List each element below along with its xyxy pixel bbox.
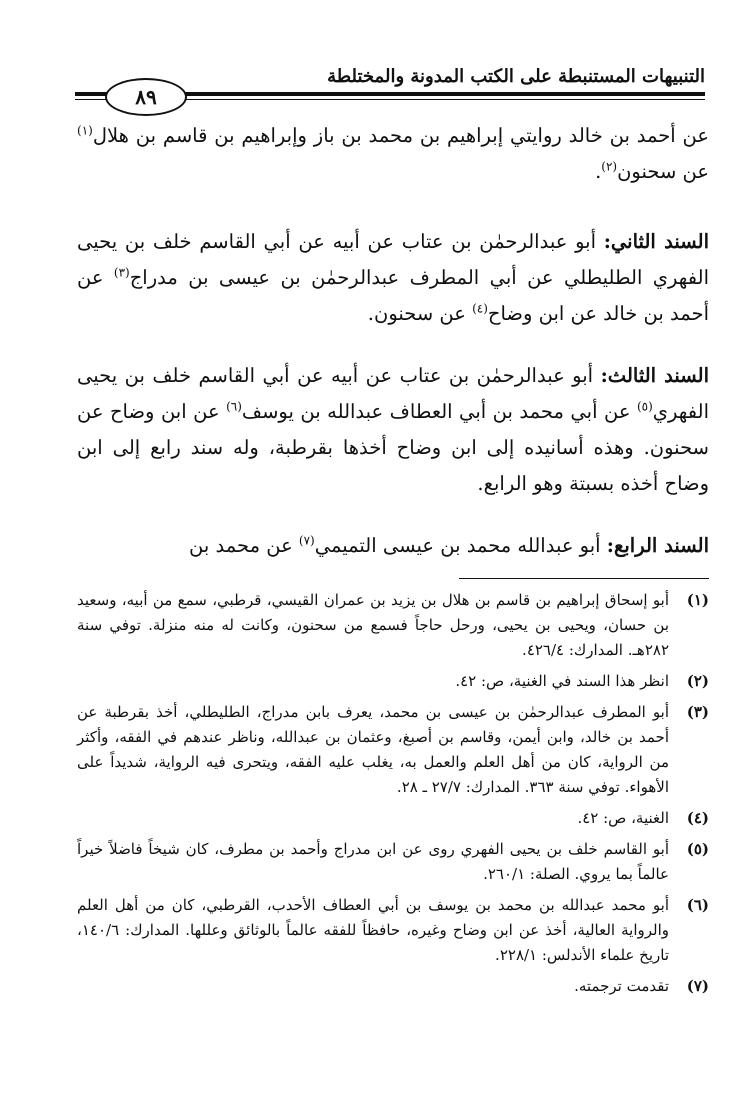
footnote-text: تقدمت ترجمته.: [574, 977, 669, 995]
p1-end: .: [595, 160, 602, 183]
footnote: [77, 588, 709, 663]
footnote-number: (٧): [686, 977, 709, 995]
isnad-3-label: السند الثالث:: [600, 364, 710, 387]
p4-text: أبو عبدالله محمد بن عيسى التميمي: [314, 534, 607, 557]
p3-mid: عن أبي محمد بن أبي العطاف عبدالله بن يوسف: [241, 400, 637, 423]
note-ref-4: (٤): [472, 301, 488, 316]
p1-mid: عن سحنون: [617, 160, 709, 183]
footnote-text: انظر هذا السند في الغنية، ص: ٤٢.: [455, 672, 669, 690]
footnote-text: أبو القاسم خلف بن يحيى الفهري روى عن ابن مدراج وأحمد بن مطرف، كان شيخاً فاضلاً خيراً عالماً بما يروي. الصلة: ٢٦٠/١.: [77, 840, 669, 883]
running-title: التنبيهات المستنبطة على الكتب المدونة والمختلطة: [327, 66, 705, 87]
footnote-text: أبو إسحاق إبراهيم بن قاسم بن هلال بن يزيد بن عمران القيسي، قرطبي، سمع من أبيه، وسعيد بن حسان، ويحيى بن يحيى، ورحل حاجاً فسمع من سحنون، وكانت له منه منزلة. توفي سنة ٢٨٢هـ. المدارك: ٤٢٦/٤.: [77, 591, 669, 659]
page-number: ٨٩: [105, 78, 187, 116]
footnote-text: أبو المطرف عبدالرحمٰن بن عيسى بن محمد، يعرف بابن مدراج، الطليطلي، أخذ بقرطبة عن أحمد بن خالد، وابن أيمن، وقاسم بن أصبغ، وعثمان بن عبدالله، وناظر عندهم في الفقه، وأكثر من الرواية، كان من أهل العلم والعمل به، يغلب عليه الفقه، ويتحرى فيه الرواية، شديداً على الأهواء. توفي سنة ٣٦٣. المدارك: ٢٧/٧ ـ ٢٨.: [77, 703, 669, 796]
p2-mid: عن أحمد بن خالد عن ابن وضاح: [77, 266, 709, 325]
footnote-number: (٥): [686, 840, 709, 858]
footnote: [77, 669, 709, 694]
footnote-separator: [459, 578, 709, 579]
p2-end: عن سحنون.: [367, 302, 473, 325]
paragraph-2: [77, 224, 709, 332]
p3-text: أبو عبدالرحمٰن بن عتاب عن أبيه عن أبي القاسم خلف بن يحيى الفهري: [77, 364, 710, 423]
note-ref-6: (٦): [226, 399, 242, 414]
p1-text: عن أحمد بن خالد روايتي إبراهيم بن محمد بن باز وإبراهيم بن قاسم بن هلال: [92, 124, 709, 147]
note-ref-2: (٢): [601, 159, 618, 174]
paragraph-1: [77, 118, 709, 190]
main-text: [77, 118, 709, 590]
p3-end: عن ابن وضاح عن سحنون. وهذه أسانيده إلى ابن وضاح أخذها بقرطبة، وله سند رابع إلى ابن وضاح أخذه بسبتة وهو الرابع.: [77, 400, 709, 495]
paragraph-4: [77, 528, 709, 564]
footnote-text: أبو محمد عبدالله بن محمد بن يوسف بن أبي العطاف الأحدب، القرطبي، كان من أهل العلم والرواية العالية، أخذ عن ابن وضاح وغيره، حافظاً للفقه عالماً بالوثائق وعللها. المدارك: ١٤٠/٦، تاريخ علماء الأندلس: ٢٢٨/١.: [77, 896, 669, 964]
page-header: [75, 60, 705, 110]
footnotes: [77, 588, 709, 1005]
note-ref-3: (٣): [113, 265, 130, 280]
footnote: [77, 700, 709, 800]
footnote-number: (١): [686, 591, 709, 609]
footnote-number: (٣): [686, 703, 709, 721]
isnad-2-label: السند الثاني:: [603, 230, 709, 253]
paragraph-3: [77, 358, 709, 502]
note-ref-1: (١): [77, 123, 93, 138]
footnote: [77, 806, 709, 831]
p2-text: أبو عبدالرحمٰن بن عتاب عن أبيه عن أبي القاسم خلف بن يحيى الفهري الطليطلي عن أبي المطرف عبدالرحمٰن بن عيسى بن مدراج: [77, 230, 709, 289]
footnote: [77, 837, 709, 887]
footnote-text: الغنية، ص: ٤٢.: [577, 809, 669, 827]
note-ref-5: (٥): [636, 399, 653, 414]
note-ref-7: (٧): [298, 533, 315, 548]
footnote-number: (٦): [686, 896, 709, 914]
isnad-4-label: السند الرابع:: [606, 534, 709, 557]
footnote-number: (٤): [686, 809, 709, 827]
p4-end: عن محمد بن: [189, 534, 299, 557]
footnote: [77, 974, 709, 999]
footnote: [77, 893, 709, 968]
footnote-number: (٢): [686, 672, 709, 690]
